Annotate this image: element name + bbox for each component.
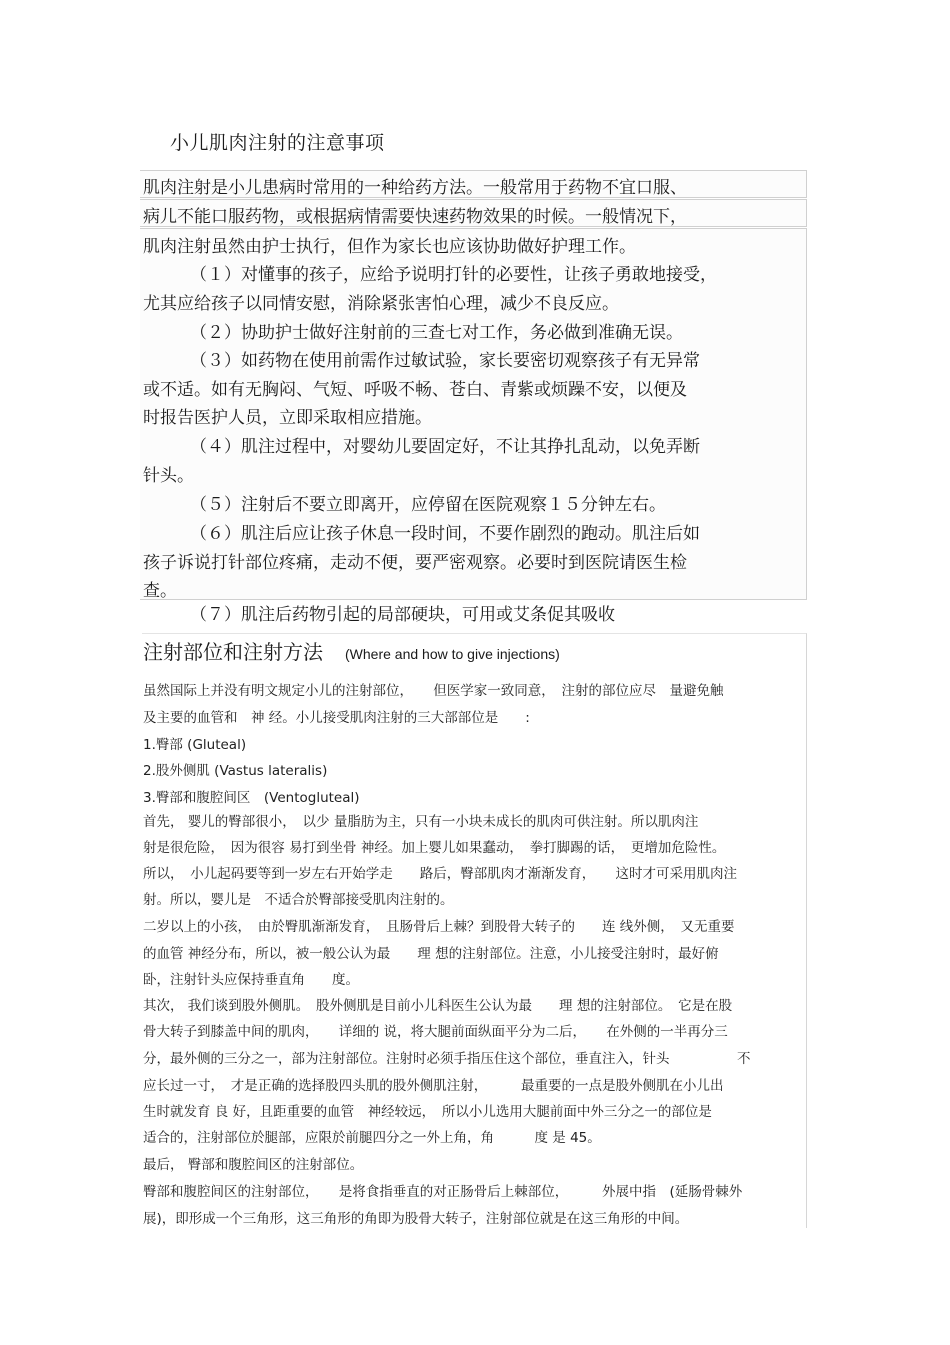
body-line: 展)，即形成一个三角形，这三角形的角即为股骨大转子，注射部位就是在这三角形的中间。 xyxy=(143,1211,689,1227)
paragraph-line: 查。 xyxy=(143,581,177,601)
body-line: 1.臀部 (Gluteal) xyxy=(143,737,247,753)
paragraph-line: （３）如药物在使用前需作过敏试验，家长要密切观察孩子有无异常 xyxy=(190,351,700,371)
body-line: 卧，注射针头应保持垂直角 度。 xyxy=(143,972,359,988)
body-line: 最后， 臀部和腹腔间区的注射部位。 xyxy=(143,1157,364,1173)
body-line: 3.臀部和腹腔间区 (Ventogluteal) xyxy=(143,790,360,806)
body-line: 射是很危险， 因为很容 易打到坐骨 神经。加上婴儿如果蠢动， 拳打脚踢的话， 更增加危险性。 xyxy=(143,840,726,856)
paragraph-line: （２）协助护士做好注射前的三查七对工作，务必做到准确无误。 xyxy=(190,323,683,343)
body-line: 生时就发育 良 好，且距重要的血管 神经较远， 所以小儿选用大腿前面中外三分之一的部位是 xyxy=(143,1104,712,1120)
paragraph-line: （４）肌注过程中，对婴幼儿要固定好，不让其挣扎乱动，以免弄断 xyxy=(190,437,700,457)
paragraph-line: 肌肉注射虽然由护士执行，但作为家长也应该协助做好护理工作。 xyxy=(143,237,636,257)
paragraph-line: （１）对懂事的孩子，应给予说明打针的必要性，让孩子勇敢地接受， xyxy=(190,265,717,285)
paragraph-line: 病儿不能口服药物，或根据病情需要快速药物效果的时候。一般情况下， xyxy=(143,207,687,227)
paragraph-line: 或不适。如有无胸闷、气短、呼吸不畅、苍白、青紫或烦躁不安，以便及 xyxy=(143,380,687,400)
body-line: 射。所以，婴儿是 不适合於臀部接受肌肉注射的。 xyxy=(143,892,454,908)
section-heading-zh: 注射部位和注射方法 xyxy=(143,640,323,664)
body-line: 应长过一寸， 才是正确的选择股四头肌的股外侧肌注射， 最重要的一点是股外侧肌在小儿出 xyxy=(143,1078,724,1094)
section-heading-en: (Where and how to give injections) xyxy=(345,646,560,662)
body-line: 首先， 婴儿的臀部很小， 以少 量脂肪为主，只有一小块未成长的肌肉可供注射。所以肌肉注 xyxy=(143,814,699,830)
paragraph-line: 尤其应给孩子以同情安慰，消除紧张害怕心理，减少不良反应。 xyxy=(143,294,619,314)
body-line: 及主要的血管和 神 经。小儿接受肌肉注射的三大部部位是 : xyxy=(143,710,530,726)
body-line: 二岁以上的小孩， 由於臀肌渐渐发育， 且肠骨后上棘？到股骨大转子的 连 线外侧， 又无重要 xyxy=(143,919,735,935)
section-heading xyxy=(143,636,560,665)
paragraph-line: （７）肌注后药物引起的局部硬块，可用或艾条促其吸收 xyxy=(190,605,615,625)
paragraph-line: 肌肉注射是小儿患病时常用的一种给药方法。一般常用于药物不宜口服、 xyxy=(143,178,687,198)
body-line: 的血管 神经分布，所以，被一般公认为最 理 想的注射部位。注意，小儿接受注射时，最好俯 xyxy=(143,946,719,962)
page-title: 小儿肌肉注射的注意事项 xyxy=(170,132,385,154)
body-line: 分，最外侧的三分之一，部为注射部位。注射时必须手指压住这个部位，垂直注入，针头 不 xyxy=(143,1051,751,1067)
body-line: 虽然国际上并没有明文规定小儿的注射部位， 但医学家一致同意， 注射的部位应尽 量避免触 xyxy=(143,683,724,699)
body-line: 臀部和腹腔间区的注射部位， 是将食指垂直的对正肠骨后上棘部位， 外展中指 (延肠骨棘外 xyxy=(143,1184,743,1200)
paragraph-line: （６）肌注后应让孩子休息一段时间，不要作剧烈的跑动。肌注后如 xyxy=(190,524,700,544)
body-line: 所以， 小儿起码要等到一岁左右开始学走 路后，臀部肌肉才渐渐发育， 这时才可采用肌肉注 xyxy=(143,866,737,882)
paragraph-line: 针头。 xyxy=(143,466,194,486)
paragraph-line: 时报告医护人员，立即采取相应措施。 xyxy=(143,408,432,428)
paragraph-line: 孩子诉说打针部位疼痛，走动不便，要严密观察。必要时到医院请医生检 xyxy=(143,553,687,573)
paragraph-line: （５）注射后不要立即离开，应停留在医院观察１５分钟左右。 xyxy=(190,495,666,515)
body-line: 适合的，注射部位於腿部，应限於前腿四分之一外上角，角 度 是 45。 xyxy=(143,1130,601,1146)
body-line: 2.股外侧肌 (Vastus lateralis) xyxy=(143,763,328,779)
body-line: 骨大转子到膝盖中间的肌肉， 详细的 说，将大腿前面纵面平分为二后， 在外侧的一半再分三 xyxy=(143,1024,728,1040)
body-line: 其次， 我们谈到股外侧肌。 股外侧肌是目前小儿科医生公认为最 理 想的注射部位。 它是在股 xyxy=(143,998,733,1014)
